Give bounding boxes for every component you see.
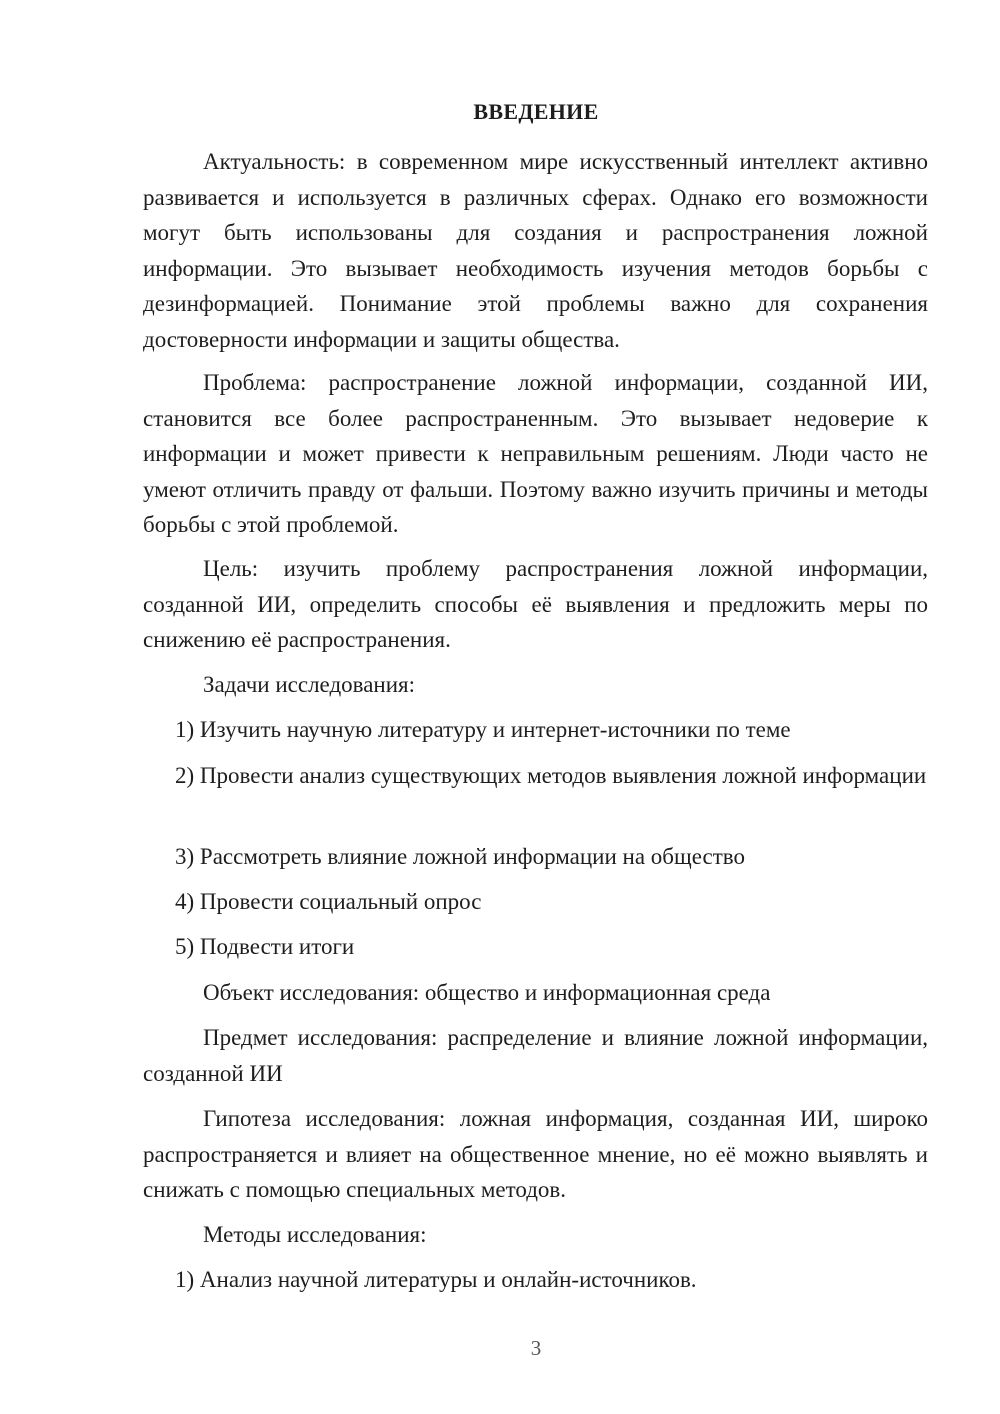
- list-item-task-5: 5) Подвести итоги: [175, 934, 355, 959]
- list-item-task-2: 2) Провести анализ существующих методов выявления ложной информации: [175, 763, 927, 788]
- methods-title: Методы исследования:: [203, 1222, 427, 1247]
- paragraph-subject: Предмет исследования: распределение и влияние ложной информации, созданной ИИ: [143, 1025, 928, 1086]
- paragraph-relevance: Актуальность: в современном мире искусственный интеллект активно развивается и используется в различных сферах. Однако его возможности могут быть использованы для создания и распространения ложной информации. Это вызывает необходимость изучения методов борьбы с дезинформацией. Понимание этой проблемы важно для сохранения достоверности информации и защиты общества.: [143, 149, 928, 352]
- paragraph-goal: Цель: изучить проблему распространения ложной информации, созданной ИИ, определить способы её выявления и предложить меры по снижению её распространения.: [143, 556, 928, 652]
- list-item-task-3: 3) Рассмотреть влияние ложной информации на общество: [175, 844, 745, 869]
- page-number: 3: [530, 1336, 542, 1360]
- section-heading: ВВЕДЕНИЕ: [473, 99, 599, 124]
- list-item-task-4: 4) Провести социальный опрос: [175, 889, 482, 914]
- paragraph-hypothesis: Гипотеза исследования: ложная информация, созданная ИИ, широко распространяется и влияет на общественное мнение, но её можно выявлять и снижать с помощью специальных методов.: [143, 1106, 928, 1202]
- list-item-method-1: 1) Анализ научной литературы и онлайн-источников.: [175, 1267, 697, 1292]
- paragraph-problem: Проблема: распространение ложной информации, созданной ИИ, становится все более распространенным. Это вызывает недоверие к информации и может привести к неправильным решениям. Люди часто не умеют отличить правду от фальши. Поэтому важно изучить причины и методы борьбы с этой проблемой.: [143, 370, 928, 537]
- list-item-task-1: 1) Изучить научную литературу и интернет-источники по теме: [175, 717, 791, 742]
- tasks-title: Задачи исследования:: [203, 672, 416, 697]
- paragraph-object: Объект исследования: общество и информационная среда: [203, 980, 771, 1005]
